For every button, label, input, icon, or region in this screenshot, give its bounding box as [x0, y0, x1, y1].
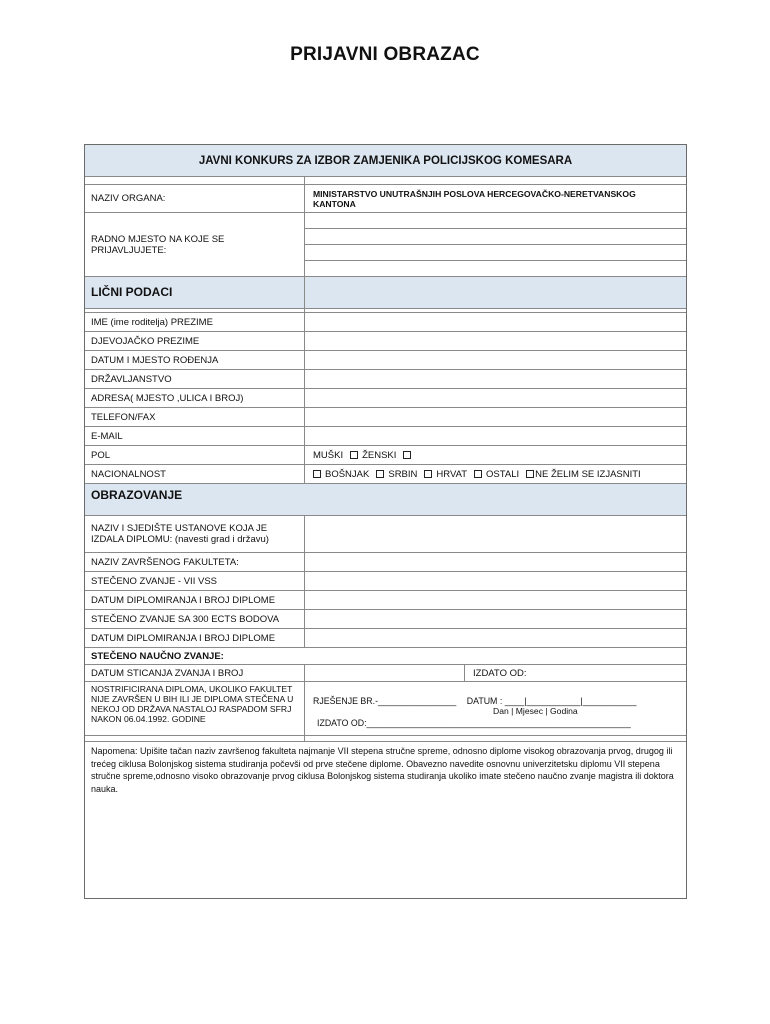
row-naziv-organa	[85, 185, 686, 213]
napomena-text: Napomena: Upišite tačan naziv završenog fakulteta najmanje VII stepena stručne spreme, odnosno diplome visokog obrazovanja prvog, drugog ili trećeg ciklusa Bolonjskog sistema studiranja počevši od prve stečene diplome. Obavezno navedite osnovnu univerzitetsku diplomu VII stepena stručne spreme,odnosno visoko obrazovanje prvog ciklusa Bolonjskog sistema studiranja ukoliko imate stečeno naučno zvanje magistra ili doktora nauka.	[91, 746, 674, 794]
row-datum-mjesto-rodjenja	[85, 351, 686, 370]
telefon-input[interactable]	[305, 408, 686, 426]
field-label: DATUM I MJESTO ROĐENJA	[85, 351, 305, 369]
field-label: IME (ime roditelja) PREZIME	[85, 313, 305, 331]
row-drzavljanstvo	[85, 370, 686, 389]
izdato-od-label[interactable]: IZDATO OD:	[473, 667, 527, 679]
row-licni-podaci-heading	[85, 277, 686, 309]
field-label: E-MAIL	[85, 427, 305, 445]
steceno-zvanje-ects-input[interactable]	[305, 610, 686, 628]
pol-label: POL	[85, 446, 305, 464]
row-datum-diplomiranja-2	[85, 629, 686, 648]
djevojacko-prezime-input[interactable]	[305, 332, 686, 350]
row-naziv-fakulteta	[85, 553, 686, 572]
nostrifikacija-fields	[305, 682, 686, 735]
pol-option-zenski: ŽENSKI	[362, 449, 397, 461]
row-naucno-zvanje	[85, 648, 686, 665]
izdato-od-field[interactable]: IZDATO OD:______________________________________________________	[317, 718, 631, 728]
hrvat-checkbox[interactable]	[424, 470, 432, 478]
drzavljanstvo-input[interactable]	[305, 370, 686, 388]
naziv-organa-value: MINISTARSTVO UNUTRAŠNJIH POSLOVA HERCEGOVAČKO-NERETVANSKOG KANTONA	[313, 188, 636, 209]
spacer-label-cell	[85, 309, 305, 312]
field-label: STEČENO ZVANJE SA 300 ECTS BODOVA	[85, 610, 305, 628]
page-title: PRIJAVNI OBRAZAC	[290, 44, 480, 65]
zenski-checkbox[interactable]	[403, 451, 411, 459]
datum-diplomiranja-input[interactable]	[305, 591, 686, 609]
field-label: DATUM DIPLOMIRANJA I BROJ DIPLOME	[85, 591, 305, 609]
row-adresa	[85, 389, 686, 408]
field-label: ADRESA( MJESTO ,ULICA I BROJ)	[85, 389, 305, 407]
nostrifikacija-label: NOSTRIFICIRANA DIPLOMA, UKOLIKO FAKULTET NIJE ZAVRŠEN U BIH ILI JE DIPLOMA STEČENA U NEKOJ OD DRŽAVA NASTALOJ RASPADOM SFRJ NAKON 06.04.1992. GODINE	[85, 682, 305, 735]
spacer-value-cell	[305, 736, 686, 741]
field-label: TELEFON/FAX	[85, 408, 305, 426]
radno-mjesto-line[interactable]	[305, 261, 686, 276]
row-ime-prezime	[85, 313, 686, 332]
bosnjak-checkbox[interactable]	[313, 470, 321, 478]
spacer-row	[85, 177, 686, 185]
steceno-zvanje-vss-input[interactable]	[305, 572, 686, 590]
spacer-label-cell	[85, 177, 305, 184]
row-nacionalnost	[85, 465, 686, 484]
ostali-checkbox[interactable]	[474, 470, 482, 478]
nacionalnost-option-ne-zelim: NE ŽELIM SE IZJASNITI	[535, 468, 641, 480]
row-telefon	[85, 408, 686, 427]
muski-checkbox[interactable]	[350, 451, 358, 459]
srbin-checkbox[interactable]	[376, 470, 384, 478]
row-ustanova	[85, 516, 686, 553]
datum-diplomiranja-input[interactable]	[305, 629, 686, 647]
nacionalnost-options	[305, 465, 686, 483]
radno-mjesto-lines[interactable]	[305, 213, 686, 276]
pol-options	[305, 446, 686, 464]
row-nostrifikacija	[85, 682, 686, 736]
sticanje-label: DATUM STICANJA ZVANJA I BROJ	[85, 665, 305, 681]
competition-header: JAVNI KONKURS ZA IZBOR ZAMJENIKA POLICIJSKOG KOMESARA	[85, 145, 686, 177]
row-djevojacko-prezime	[85, 332, 686, 351]
ustanova-label: NAZIV I SJEDIŠTE USTANOVE KOJA JE IZDALA DIPLOMU: (navesti grad i državu)	[85, 516, 305, 552]
naziv-fakulteta-input[interactable]	[305, 553, 686, 571]
radno-mjesto-line[interactable]	[305, 213, 686, 229]
field-label: NAZIV ZAVRŠENOG FAKULTETA:	[85, 553, 305, 571]
field-label: STEČENO ZVANJE - VII VSS	[85, 572, 305, 590]
nacionalnost-label: NACIONALNOST	[85, 465, 305, 483]
rjesenje-field[interactable]: RJEŠENJE BR.-________________	[313, 696, 457, 706]
row-radno-mjesto	[85, 213, 686, 277]
field-label: DJEVOJAČKO PREZIME	[85, 332, 305, 350]
sticanje-input[interactable]	[305, 665, 465, 681]
field-label: DRŽAVLJANSTVO	[85, 370, 305, 388]
ustanova-input[interactable]	[305, 516, 686, 552]
row-email	[85, 427, 686, 446]
adresa-input[interactable]	[305, 389, 686, 407]
row-napomena	[85, 742, 686, 898]
licni-podaci-heading: LIČNI PODACI	[85, 277, 305, 308]
datum-field[interactable]: DATUM : ____|___________|___________	[466, 696, 637, 706]
nacionalnost-option-hrvat: HRVAT	[436, 468, 468, 480]
naziv-organa-label: NAZIV ORGANA:	[85, 185, 305, 212]
datum-mjesto-rodjenja-input[interactable]	[305, 351, 686, 369]
nacionalnost-option-bosnjak: BOŠNJAK	[325, 468, 370, 480]
nacionalnost-option-srbin: SRBIN	[388, 468, 418, 480]
obrazovanje-heading: OBRAZOVANJE	[85, 484, 686, 516]
naucno-zvanje-label: STEČENO NAUČNO ZVANJE:	[91, 650, 224, 662]
row-sticanje-zvanja	[85, 665, 686, 682]
row-pol	[85, 446, 686, 465]
field-label: DATUM DIPLOMIRANJA I BROJ DIPLOME	[85, 629, 305, 647]
ne-zelim-checkbox[interactable]	[526, 470, 534, 478]
radno-mjesto-label: RADNO MJESTO NA KOJE SE PRIJAVLJUJETE:	[85, 213, 305, 276]
application-form	[84, 144, 687, 899]
row-steceno-zvanje-vss	[85, 572, 686, 591]
ime-prezime-input[interactable]	[305, 313, 686, 331]
email-input[interactable]	[305, 427, 686, 445]
spacer-value-cell	[305, 309, 686, 312]
datum-sublabel: Dan | Mjesec | Godina	[493, 706, 578, 716]
nacionalnost-option-ostali: OSTALI	[486, 468, 520, 480]
radno-mjesto-line[interactable]	[305, 229, 686, 245]
licni-podaci-heading-fill	[305, 277, 686, 308]
spacer-label-cell	[85, 736, 305, 741]
spacer-value-cell	[305, 177, 686, 184]
row-steceno-zvanje-ects	[85, 610, 686, 629]
radno-mjesto-line[interactable]	[305, 245, 686, 261]
row-datum-diplomiranja-1	[85, 591, 686, 610]
pol-option-muski: MUŠKI	[313, 449, 344, 461]
